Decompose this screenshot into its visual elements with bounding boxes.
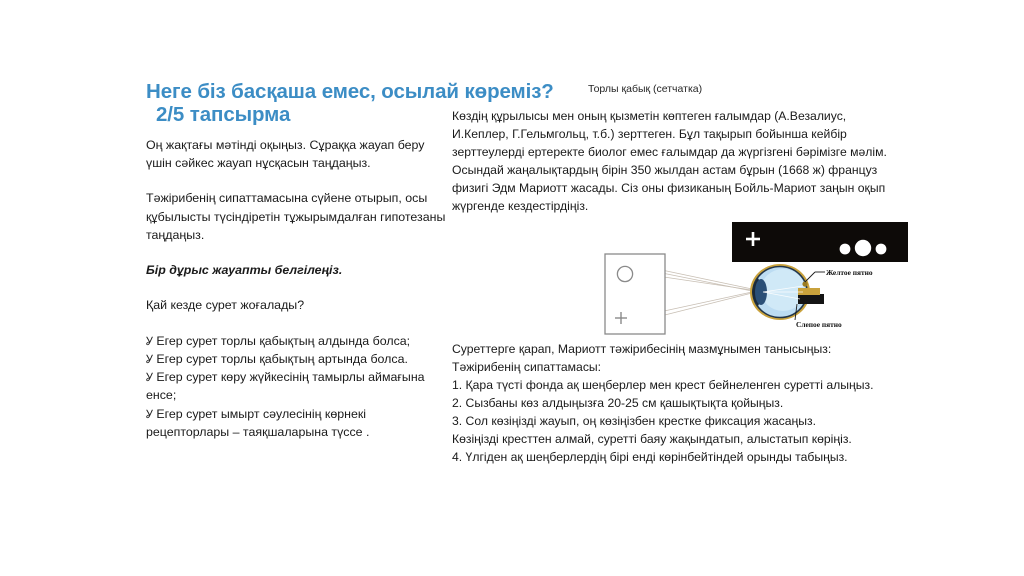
experiment-line: 3. Сол көзіңізді жауып, оң көзіңізбен кресткe фиксация жасаңыз. bbox=[452, 414, 816, 429]
mariotte-experiment-figure bbox=[600, 222, 908, 338]
stimulus-card-white bbox=[605, 254, 665, 334]
option-bullet-icon: Ỿ bbox=[146, 406, 153, 421]
instruction-paragraph-2: Тәжірибенің сипаттамасына сүйене отырып, осы құбылысты түсіндіретін тұжырымдалған гипотезаны таңдаңыз. bbox=[146, 191, 446, 242]
eye-anatomy-diagram bbox=[750, 264, 824, 320]
option-bullet-icon: Ỿ bbox=[146, 370, 153, 385]
left-column bbox=[146, 136, 446, 441]
instruction-paragraph-1: Оң жақтағы мәтінді оқыңыз. Сұраққа жауап беру үшін сәйкес жауап нұсқасын таңдаңыз. bbox=[146, 138, 425, 171]
question-text: Қай кезде сурет жоғалады? bbox=[146, 298, 305, 313]
answer-option[interactable] bbox=[146, 405, 446, 441]
experiment-line: 2. Сызбаны көз алдыңызға 20-25 см қашықтықта қойыңыз. bbox=[452, 396, 784, 411]
answer-option[interactable] bbox=[146, 368, 446, 404]
answer-option-label: Егер сурет ымырт сәулесінің көрнекі рецепторлары – таяқшаларына түссе . bbox=[146, 406, 370, 439]
experiment-line: Суреттерге қарап, Мариотт тәжірибесінің мазмұнымен танысыңыз: bbox=[452, 342, 832, 356]
answer-option[interactable] bbox=[146, 332, 446, 350]
white-circle-small-left bbox=[840, 244, 851, 255]
answer-options-list bbox=[146, 332, 446, 441]
right-column-intro bbox=[452, 107, 900, 215]
experiment-line: 1. Қара түсті фонда ақ шеңберлер мен крест бейнеленген суретті алыңыз. bbox=[452, 378, 874, 393]
blind-spot-label: Слепое пятно bbox=[796, 320, 842, 329]
experiment-line: Көзіңізді кресттен алмай, суретті баяу жақындатып, алыстатып көріңіз. bbox=[452, 432, 852, 447]
right-column-experiment bbox=[452, 340, 904, 466]
option-bullet-icon: Ỿ bbox=[146, 351, 153, 366]
option-bullet-icon: Ỿ bbox=[146, 333, 153, 348]
answer-option-label: Егер сурет торлы қабықтың артында болса. bbox=[156, 351, 408, 366]
experiment-line: 4. Үлгіден ақ шеңберлердің бірі енді көрінбейтіндей орынды табыңыз. bbox=[452, 450, 848, 465]
macula-marker bbox=[802, 281, 807, 286]
title-line-1: Неге біз басқаша емес, осылай көреміз? bbox=[146, 80, 554, 103]
white-circle-small-right bbox=[876, 244, 887, 255]
mark-one-answer-note: Бір дұрыс жауапты белгілеңіз. bbox=[146, 263, 343, 278]
experiment-line: Тәжірибенің сипаттамасы: bbox=[452, 360, 602, 375]
title-line-2: 2/5 тапсырма bbox=[156, 103, 291, 127]
stimulus-card-black-panel bbox=[732, 222, 908, 262]
answer-option[interactable] bbox=[146, 350, 446, 368]
intro-paragraph: Көздің құрылысы мен оның қызметін көптеген ғалымдар (А.Везалиус, И.Кеплер, Г.Гельмгольц, т.б.) зерттеген. Бұл тақырып бойынша кейбір зерттеулерді ертеректе биолог емес ғалымдар да жүргізгені бәрімізге мәлім. Осындай жаңалықтардың бірін 350 жылдан астам бұрын (1668 ж) француз физигі Эдм Мариотт жасады. Сіз оны физиканың Бойль-Мариот заңын оқып жүргенде кездестірдіңіз. bbox=[452, 109, 887, 214]
white-circle-large bbox=[855, 240, 871, 256]
answer-option-label: Егер сурет торлы қабықтың алдында болса; bbox=[156, 333, 411, 348]
answer-option-label: Егер сурет көру жүйкесінің тамырлы аймағына енсе; bbox=[146, 370, 425, 403]
retina-caption: Торлы қабық (сетчатка) bbox=[588, 83, 703, 95]
macula-label: Желтое пятно bbox=[826, 268, 873, 277]
